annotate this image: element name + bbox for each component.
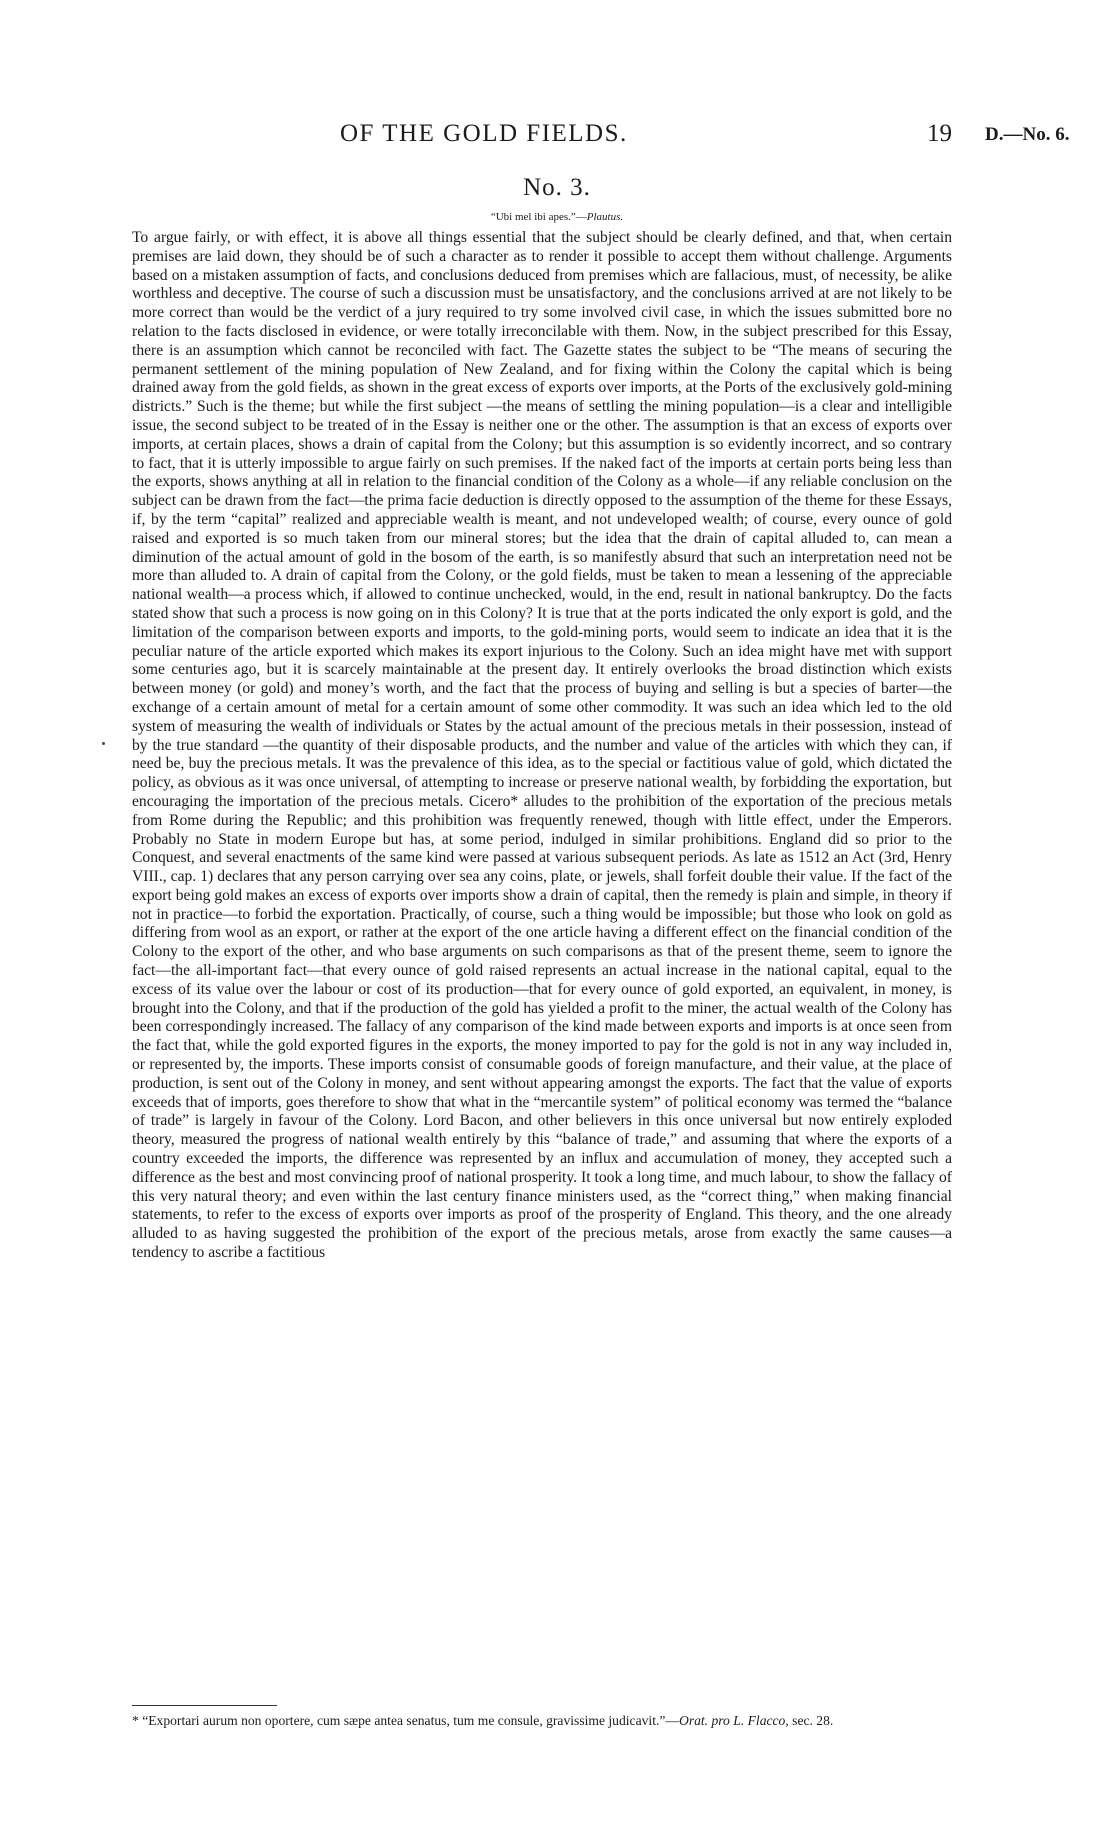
running-title: OF THE GOLD FIELDS. xyxy=(340,120,628,147)
footnote-rule xyxy=(132,1705,277,1706)
footnote-section: , sec. 28. xyxy=(785,1713,834,1728)
document-reference: D.—No. 6. xyxy=(985,124,1070,145)
footnote-text: * “Exportari aurum non oportere, cum sæpe antea senatus, tum me consule, gravissime judicavit.”— xyxy=(132,1713,679,1728)
essay-number: No. 3. xyxy=(523,174,591,201)
footnote xyxy=(132,1712,952,1730)
essay-body-paragraph: To argue fairly, or with effect, it is above all things essential that the subject should be clearly defined, and that, when certain premises are laid down, they should be of such a character as to render it possible to accept them without challenge. Arguments based on a mistaken assumption of facts, and conclusions deduced from premises which are fallacious, must, of necessity, be alike worthless and deceptive. The course of such a discussion must be unsatisfactory, and the conclusions arrived at are not likely to be more correct than would be the verdict of a jury required to try some involved civil case, in which the issues submitted bore no relation to the facts disclosed in evidence, or were totally irreconcilable with them. Now, in the subject prescribed for this Essay, there is an assumption which cannot be reconciled with fact. The Gazette states the subject to be “The means of securing the permanent settlement of the mining population of New Zealand, and for fixing within the Colony the capital which is being drained away from the gold fields, as shown in the great excess of exports over imports, at the Ports of the exclusively gold-mining districts.” Such is the theme; but while the first subject —the means of settling the mining population—is a clear and intelligible issue, the second subject to be treated of in the Essay is neither one or the other. The assumption is that an excess of exports over imports, at certain places, shows a drain of capital from the Colony; but this assumption is so evidently incorrect, and so contrary to fact, that it is utterly impossible to argue fairly on such premises. If the naked fact of the imports at certain ports being less than the exports, shows anything at all in relation to the financial condition of the Colony as a whole—if any reliable conclusion on the subject can be drawn from the fact—the prima facie deduction is directly opposed to the assumption of the theme for these Essays, if, by the term “capital” realized and appreciable wealth is meant, and not undeveloped wealth; of course, every ounce of gold raised and exported is so much taken from our mineral stores; but the idea that the drain of capital alluded to, can mean a diminution of the actual amount of gold in the bosom of the earth, is so manifestly absurd that such an interpretation need not be more than alluded to. A drain of capital from the Colony, or the gold fields, must be taken to mean a lessening of the appreciable national wealth—a process which, if allowed to continue unchecked, would, in the end, result in national bankruptcy. Do the facts stated show that such a process is now going on in this Colony? It is true that at the ports indicated the only export is gold, and the limitation of the comparison between exports and imports, to the gold-mining ports, would seem to indicate an idea that it is the peculiar nature of the article exported which makes its export injurious to the Colony. Such an idea might have met with support some centuries ago, but it is scarcely maintainable at the present day. It entirely overlooks the broad distinction which exists between money (or gold) and money’s worth, and the fact that the process of buying and selling is but a species of barter—the exchange of a certain amount of metal for a certain amount of some other commodity. It was such an idea which led to the old system of measuring the wealth of individuals or States by the actual amount of the precious metals in their possession, instead of by the true standard —the quantity of their disposable products, and the number and value of the articles with which they can, if need be, buy the precious metals. It was the prevalence of this idea, as to the special or factitious value of gold, which dictated the policy, as obvious as it was once universal, of attempting to increase or preserve national wealth, by forbidding the exportation, but encouraging the importation of the precious metals. Cicero* alludes to the prohibition of the exportation of the precious metals from Rome during the Republic; and this prohibition was frequently renewed, though with little effect, under the Emperors. Probably no State in modern Europe but has, at some period, indulged in similar prohibitions. England did so prior to the Conquest, and several enactments of the same kind were passed at various subsequent periods. As late as 1512 an Act (3rd, Henry VIII., cap. 1) declares that any person carrying over sea any coins, plate, or jewels, shall forfeit double their value. If the fact of the export being gold makes an excess of exports over imports show a drain of capital, then the remedy is plain and simple, in theory if not in practice—to forbid the exportation. Practically, of course, such a thing would be impossible; but those who look on gold as differing from wool as an export, or rather at the export of the one article having a different effect on the financial condition of the Colony to the export of the other, and who base arguments on such comparisons as that of the present theme, seem to ignore the fact—the all-important fact—that every ounce of gold raised represents an actual increase in the national capital, equal to the excess of its value over the labour or cost of its production—that for every ounce of gold exported, an equivalent, in money, is brought into the Colony, and that if the production of the gold has yielded a profit to the miner, the actual wealth of the Colony has been correspondingly increased. The fallacy of any comparison of the kind made between exports and imports is at once seen from the fact that, while the gold exported figures in the exports, the money imported to pay for the gold is not in any way included in, or represented by, the imports. These imports consist of consumable goods of foreign manufacture, and their value, at the place of production, is sent out of the Colony in money, and sent without appearing amongst the exports. The fact that the value of exports exceeds that of imports, goes therefore to show that what in the “mercantile system” of political economy was termed the “balance of trade” is largely in favour of the Colony. Lord Bacon, and other believers in this once universal but now entirely exploded theory, measured the progress of national wealth entirely by this “balance of trade,” and assuming that where the exports of a country exceeded the imports, the difference was represented by an influx and accumulation of money, they accepted such a difference as the best and most convincing proof of national prosperity. It took a long time, and much labour, to show the fallacy of this very natural theory; and even within the last century finance ministers used, as the “correct thing,” when making financial statements, to refer to the excess of exports over imports as proof of the prosperity of England. This theory, and the one already alluded to as having suggested the prohibition of the export of the precious metals, arose from exactly the same causes—a tendency to ascribe a factitious xyxy=(132,229,952,1262)
footnote-citation: Orat. pro L. Flacco xyxy=(679,1713,786,1728)
epigraph-author: Plautus. xyxy=(586,211,624,223)
epigraph-quote: “Ubi mel ibi apes.”— xyxy=(490,211,587,223)
page-number: 19 xyxy=(927,120,952,147)
running-head xyxy=(0,120,1114,160)
margin-mark xyxy=(102,742,105,745)
epigraph xyxy=(0,211,1114,223)
